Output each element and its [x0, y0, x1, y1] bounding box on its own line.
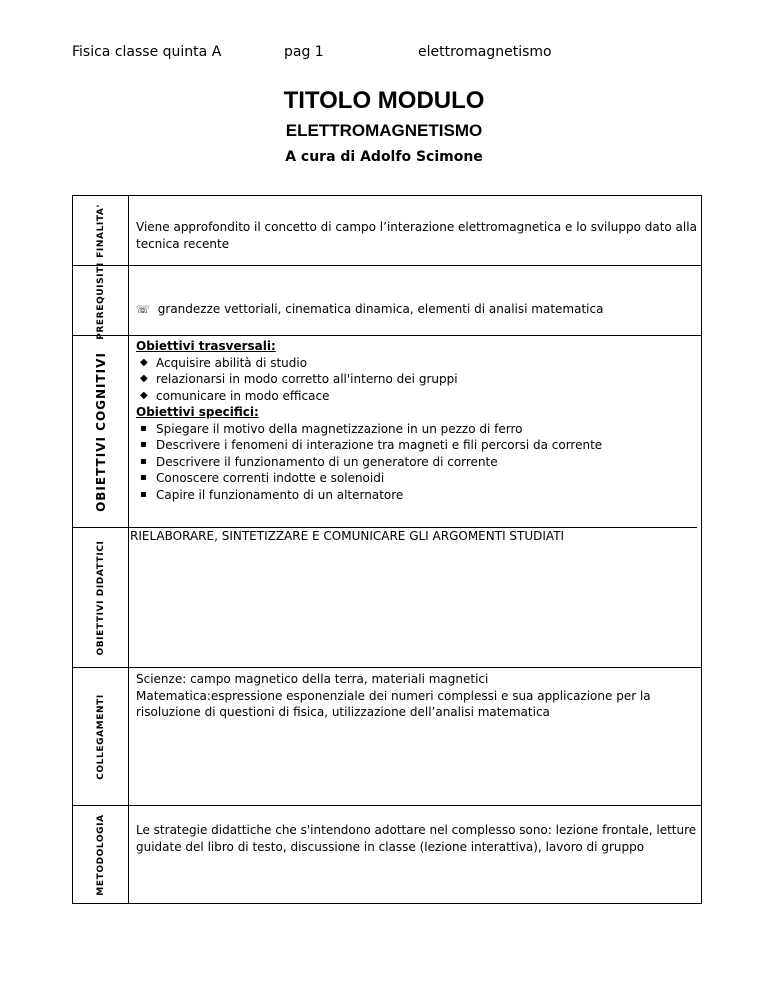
list-item: ▪ Conoscere correnti indotte e solenoidi	[140, 471, 385, 485]
trasversali-heading: Obiettivi trasversali:	[136, 339, 276, 353]
module-title: TITOLO MODULO	[283, 87, 485, 114]
diamond-bullet-icon: ◆	[140, 389, 148, 401]
header-topic: elettromagnetismo	[418, 44, 552, 60]
square-bullet-icon: ▪	[140, 422, 147, 434]
obiettivi-cognitivi-content	[136, 338, 697, 503]
prerequisiti-item	[136, 301, 697, 319]
collegamenti-content	[136, 671, 697, 721]
row-obiettivi-cognitivi	[73, 336, 701, 527]
finalita-text: Viene approfondito il concetto di campo l’interazione elettromagnetica e lo sviluppo dato alla tecnica recente	[136, 220, 697, 251]
phone-icon: ☏	[136, 303, 150, 316]
collegamenti-scienze: Scienze: campo magnetico della terra, materiali magnetici	[136, 672, 489, 686]
diamond-bullet-icon: ◆	[140, 356, 148, 368]
page-header	[0, 44, 768, 64]
specifici-heading: Obiettivi specifici:	[136, 405, 259, 419]
list-item: ▪ Capire il funzionamento di un alternatore	[140, 487, 404, 502]
list-item: ▪ Descrivere il funzionamento di un generatore di corrente	[140, 454, 498, 469]
metodologia-text: Le strategie didattiche che s'intendono adottare nel complesso sono: lezione frontale, letture guidate del libro di testo, discussione in classe (lezione interattiva), lavoro di gruppo	[136, 823, 697, 854]
list-item: ◆ Acquisire abilità di studio	[140, 355, 308, 370]
square-bullet-icon: ▪	[140, 472, 147, 483]
row-label-finalita: FINALITA'	[73, 196, 129, 265]
module-author: A cura di Adolfo Scimone	[285, 149, 483, 165]
title-block	[0, 86, 768, 167]
obiettivi-didattici-text: RIELABORARE, SINTETIZZARE E COMUNICARE GLI ARGOMENTI STUDIATI	[129, 527, 697, 545]
square-bullet-icon: ▪	[140, 455, 147, 467]
collegamenti-matematica: Matematica:espressione esponenziale dei numeri complessi e sua applicazione per la risoluzione di questioni di fisica, utilizzazione dell’analisi matematica	[136, 688, 651, 719]
row-label-metodologia: METODOLOGIA	[73, 806, 129, 903]
list-item: ◆ relazionarsi in modo corretto all'interno dei gruppi	[140, 372, 458, 386]
row-prerequisiti	[73, 261, 701, 340]
row-obiettivi-didattici	[73, 527, 701, 668]
header-page-number: pag 1	[284, 44, 324, 60]
row-collegamenti	[73, 668, 701, 806]
module-table	[72, 195, 702, 904]
row-label-collegamenti: COLLEGAMENTI	[73, 668, 129, 805]
row-label-prerequisiti: PREREQUISITI	[73, 266, 129, 335]
header-course: Fisica classe quinta A	[72, 44, 222, 60]
square-bullet-icon: ▪	[140, 488, 147, 500]
diamond-bullet-icon: ◆	[140, 373, 148, 384]
list-item: ▪ Spiegare il motivo della magnetizzazione in un pezzo di ferro	[140, 421, 523, 436]
list-item: ▪ Descrivere i fenomeni di interazione tra magneti e fili percorsi da corrente	[140, 438, 603, 452]
prerequisiti-text: grandezze vettoriali, cinematica dinamica, elementi di analisi matematica	[157, 302, 604, 316]
row-finalita	[73, 196, 701, 266]
square-bullet-icon: ▪	[140, 439, 147, 450]
row-label-obiettivi-cognitivi: OBIETTIVI COGNITIVI	[73, 336, 129, 527]
module-subtitle: ELETTROMAGNETISMO	[285, 121, 483, 140]
row-metodologia	[73, 806, 701, 903]
row-label-obiettivi-didattici: OBIETTIVI DIDATTICI	[73, 527, 129, 668]
list-item: ◆ comunicare in modo efficace	[140, 388, 330, 403]
